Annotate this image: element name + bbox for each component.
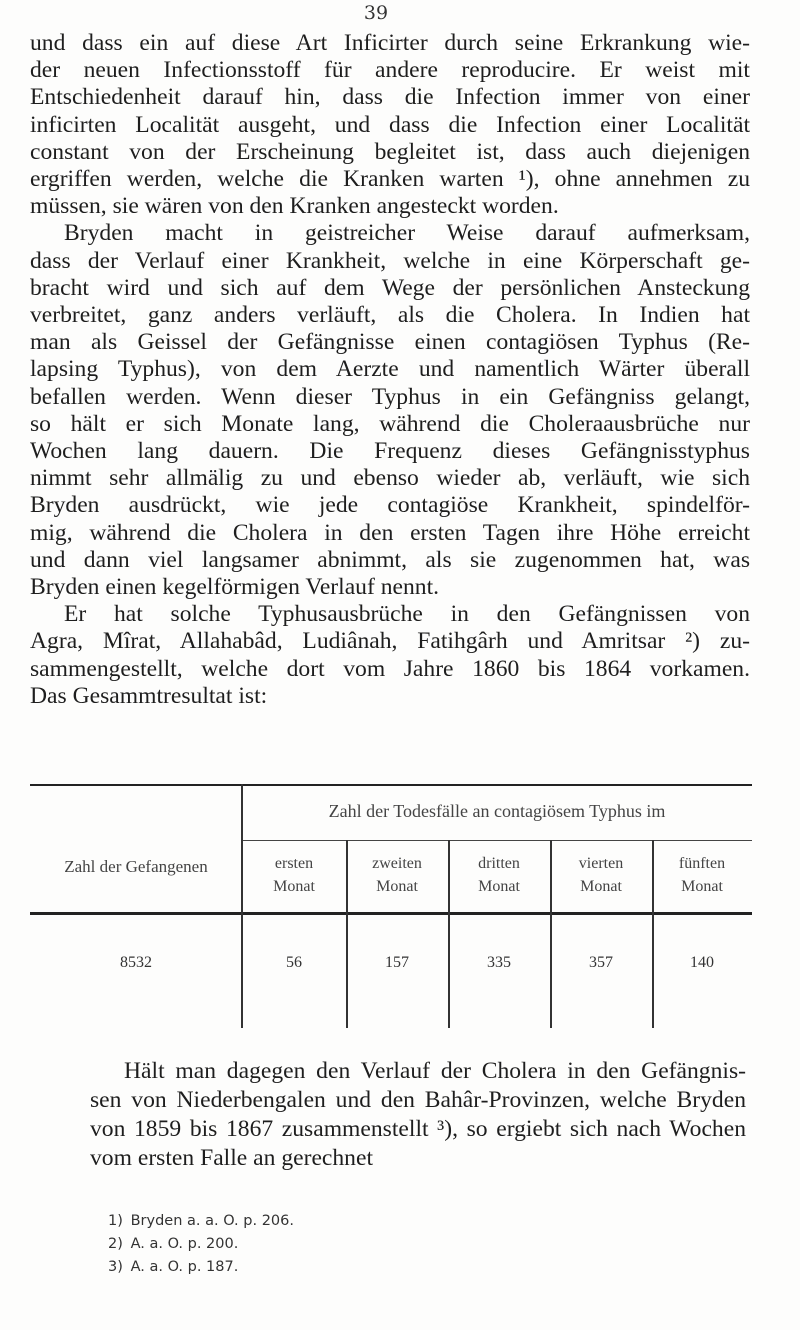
table-cell: 157 (385, 954, 409, 971)
text-line: nimmt sehr allmälig zu und ebenso wieder ab, verläuft, wie sich (30, 465, 750, 492)
text-line: lapsing Typhus), von dem Aerzte und namentlich Wärter überall (30, 356, 750, 383)
sub-header-word: Monat (376, 878, 418, 895)
text-line: Bryden macht in geistreicher Weise darauf aufmerksam, (64, 220, 750, 247)
text-line: man als Geissel der Gefängnisse einen contagiösen Typhus (Re- (30, 329, 750, 356)
following-paragraph (90, 1057, 746, 1173)
footnote-text: Bryden a. a. O. p. 206. (130, 1213, 294, 1229)
table-sub-header (346, 852, 448, 898)
table-cell: 56 (286, 954, 302, 971)
text-line: vom ersten Falle an gerechnet (90, 1145, 374, 1171)
table-top-rule (30, 784, 752, 786)
text-line: verbreitet, ganz anders verläuft, als die Cholera. In Indien hat (30, 302, 750, 329)
text-line: von 1859 bis 1867 zusammenstellt ³), so ergiebt sich nach Wochen (90, 1116, 746, 1142)
text-line: Wochen lang dauern. Die Frequenz dieses Gefängnisstyphus (30, 438, 750, 465)
text-line: Bryden einen kegelförmigen Verlauf nennt. (30, 574, 440, 601)
text-line: müssen, sie wären von den Kranken angesteckt worden. (30, 193, 559, 220)
table-cell: 357 (589, 954, 613, 971)
text-line: Hält man dagegen den Verlauf der Cholera in den Gefängnis- (124, 1058, 746, 1084)
typhus-deaths-table (30, 784, 752, 1028)
table-first-column-header: Zahl der Gefangenen (64, 857, 208, 876)
text-line: dass der Verlauf einer Krankheit, welche in eine Körperschaft ge- (30, 247, 750, 274)
sub-header-word: Monat (580, 878, 622, 895)
table-header-divider (242, 840, 752, 841)
sub-header-word: Monat (478, 878, 520, 895)
footnote-label: 3) (108, 1259, 123, 1275)
text-line: Das Gesammtresultat ist: (30, 682, 268, 709)
page-number: 39 (363, 2, 389, 24)
sub-header-word: Monat (273, 878, 315, 895)
sub-header-word: vierten (578, 855, 624, 872)
text-line: der neuen Infectionsstoff für andere reproducire. Er weist mit (30, 57, 750, 84)
main-paragraphs (30, 30, 750, 710)
table-header-bottom-rule (30, 912, 752, 915)
text-line: ergriffen werden, welche die Kranken warten ¹), ohne annehmen zu (30, 166, 750, 193)
table-sub-header (242, 852, 346, 898)
footnote (108, 1256, 608, 1279)
table-cell: 140 (690, 954, 714, 971)
text-line: und dann viel langsamer abnimmt, als sie zugenommen hat, was (30, 546, 750, 573)
footnotes (108, 1210, 608, 1279)
table-sub-header (550, 852, 652, 898)
text-line: sammengestellt, welche dort vom Jahre 1860 bis 1864 vorkamen. (30, 655, 750, 682)
text-line: befallen werden. Wenn dieser Typhus in ein Gefängniss gelangt, (30, 383, 750, 410)
table-group-header: Zahl der Todesfälle an contagiösem Typhus im (328, 801, 666, 821)
footnote (108, 1210, 608, 1233)
text-line: bracht wird und sich auf dem Wege der persönlichen Ansteckung (30, 274, 750, 301)
text-line: so hält er sich Monate lang, während die Choleraausbrüche nur (30, 410, 750, 437)
table-cell-prisoners: 8532 (120, 954, 152, 971)
sub-header-word: fünften (678, 855, 726, 872)
sub-header-word: ersten (274, 855, 314, 872)
footnote-text: A. a. O. p. 187. (130, 1259, 239, 1275)
text-line: Agra, Mîrat, Allahabâd, Ludiânah, Fatihgârh und Amritsar ²) zu- (30, 628, 750, 655)
footnote (108, 1233, 608, 1256)
footnote-text: A. a. O. p. 200. (130, 1236, 239, 1252)
table-cell: 335 (487, 954, 511, 971)
sub-header-word: dritten (478, 855, 520, 872)
sub-header-word: zweiten (372, 855, 422, 872)
text-line: Bryden ausdrückt, wie jede contagiöse Krankheit, spindelför- (30, 492, 750, 519)
footnote-label: 2) (108, 1236, 123, 1252)
text-line: mig, während die Cholera in den ersten Tagen ihre Höhe erreicht (30, 519, 750, 546)
text-line: Er hat solche Typhusausbrüche in den Gefängnissen von (64, 601, 750, 628)
text-line: inficirten Localität ausgeht, und dass die Infection einer Localität (30, 111, 750, 138)
text-line: Entschiedenheit darauf hin, dass die Infection immer von einer (30, 84, 750, 111)
text-line: sen von Niederbengalen und den Bahâr-Provinzen, welche Bryden (90, 1087, 746, 1113)
text-line: constant von der Erscheinung begleitet ist, dass auch diejenigen (30, 138, 750, 165)
table-sub-header (652, 852, 752, 898)
text-line: und dass ein auf diese Art Inficirter durch seine Erkrankung wie- (30, 30, 750, 56)
table-sub-header (448, 852, 550, 898)
footnote-label: 1) (108, 1213, 123, 1229)
sub-header-word: Monat (681, 878, 723, 895)
